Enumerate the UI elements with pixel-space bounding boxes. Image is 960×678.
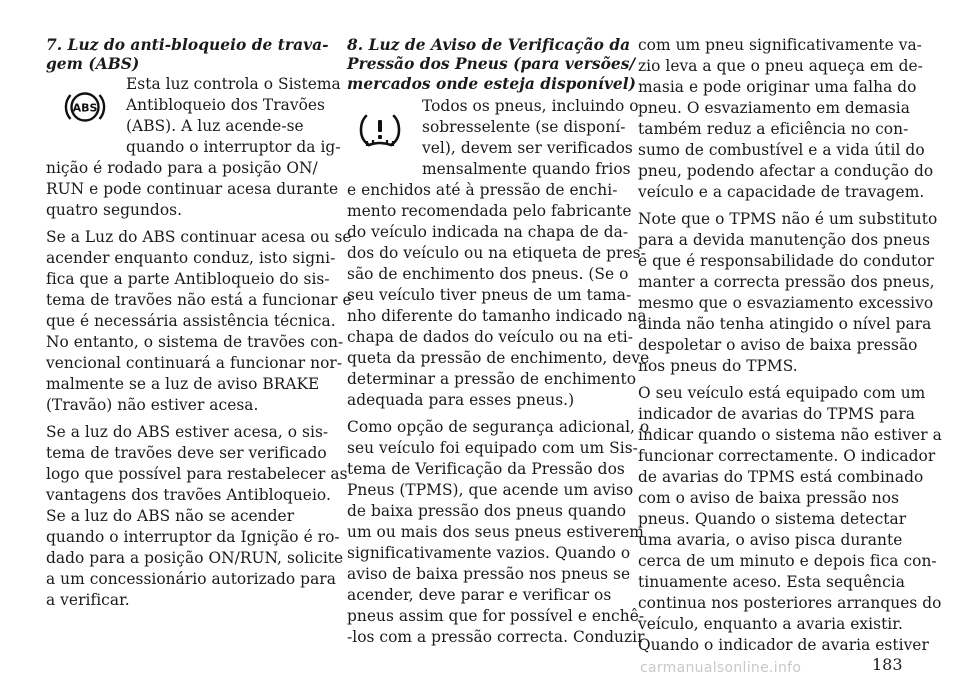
tire-pressure-warning-icon (357, 113, 403, 149)
paragraph-line: seu veículo tiver pneus de um tama- (347, 286, 632, 304)
paragraph-line: vel), devem ser verificados (422, 139, 633, 157)
paragraph-line: Antibloqueio dos Travões (126, 96, 326, 114)
paragraph-line: Todos os pneus, incluindo o (422, 97, 639, 115)
paragraph-line: tema de travões não está a funcionar e (46, 291, 352, 309)
paragraph-line: Pneus (TPMS), que acende um aviso (347, 481, 634, 499)
section-8-heading-line-3: mercados onde esteja disponível) (347, 75, 637, 93)
abs-icon-text: ABS (72, 101, 98, 115)
paragraph-line: pneu, podendo afectar a condução do (638, 162, 934, 180)
paragraph-line: sumo de combustível e a vida útil do (638, 141, 925, 159)
paragraph-line: Se a luz do ABS não se acender (46, 507, 295, 525)
paragraph-line: nição é rodado para a posição ON/ (46, 159, 318, 177)
paragraph-line: masia e pode originar uma falha do (638, 78, 917, 96)
paragraph-line: O seu veículo está equipado com um (638, 384, 926, 402)
paragraph-line: quando o interruptor da Ignição é ro- (46, 528, 340, 546)
paragraph-line: Note que o TPMS não é um substituto (638, 210, 938, 228)
paragraph-line: pneu. O esvaziamento em demasia (638, 99, 910, 117)
paragraph-line: de baixa pressão dos pneus quando (347, 502, 627, 520)
page-number: 183 (872, 655, 903, 674)
paragraph-line: continua nos posteriores arranques do (638, 594, 942, 612)
paragraph-line: de avarias do TPMS está combinado (638, 468, 924, 486)
paragraph-line: veículo e a capacidade de travagem. (638, 183, 925, 201)
paragraph-line: logo que possível para restabelecer as (46, 465, 348, 483)
paragraph-line: mento recomendada pelo fabricante (347, 202, 632, 220)
paragraph-line: tinuamente aceso. Esta sequência (638, 573, 905, 591)
paragraph-line: aviso de baixa pressão nos pneus se (347, 565, 631, 583)
paragraph-line: nos pneus do TPMS. (638, 357, 798, 375)
section-8-heading-line-1: 8. Luz de Aviso de Verificação da (347, 36, 631, 54)
paragraph-line: seu veículo foi equipado com um Sis- (347, 439, 638, 457)
paragraph-line: quando o interruptor da ig- (126, 138, 341, 156)
paragraph-line: um ou mais dos seus pneus estiverem (347, 523, 644, 541)
paragraph-line: a um concessionário autorizado para (46, 570, 336, 588)
paragraph-line: adequada para esses pneus.) (347, 391, 575, 409)
abs-warning-icon (63, 89, 107, 125)
paragraph-line: para a devida manutenção dos pneus (638, 231, 931, 249)
paragraph-line: -los com a pressão correcta. Conduzir (347, 628, 645, 646)
paragraph-line: cerca de um minuto e depois fica con- (638, 552, 937, 570)
section-7-heading-line-1: 7. Luz do anti-bloqueio de trava- (46, 36, 329, 54)
paragraph-line: (Travão) não estiver acesa. (46, 396, 259, 414)
paragraph-line: pneus assim que for possível e enchê- (347, 607, 645, 625)
paragraph-line: significativamente vazios. Quando o (347, 544, 631, 562)
paragraph-line: pneus. Quando o sistema detectar (638, 510, 907, 528)
paragraph-line: Se a luz do ABS estiver acesa, o sis- (46, 423, 329, 441)
paragraph-line: ainda não tenha atingido o nível para (638, 315, 932, 333)
paragraph-line: malmente se a luz de aviso BRAKE (46, 375, 320, 393)
paragraph-line: No entanto, o sistema de travões con- (46, 333, 344, 351)
paragraph-line: Esta luz controla o Sistema (126, 75, 341, 93)
paragraph-line: acender, deve parar e verificar os (347, 586, 612, 604)
paragraph-line: queta da pressão de enchimento, deve (347, 349, 650, 367)
paragraph-line: quatro segundos. (46, 201, 183, 219)
paragraph-line: sobresselente (se disponí- (422, 118, 626, 136)
paragraph-line: chapa de dados do veículo ou na eti- (347, 328, 634, 346)
paragraph-line: zio leva a que o pneu aqueça em de- (638, 57, 923, 75)
paragraph-line: mesmo que o esvaziamento excessivo (638, 294, 934, 312)
section-7-heading-line-2: gem (ABS) (46, 55, 140, 73)
paragraph-line: uma avaria, o aviso pisca durante (638, 531, 903, 549)
paragraph-line: que é necessária assistência técnica. (46, 312, 336, 330)
paragraph-line: nho diferente do tamanho indicado na (347, 307, 647, 325)
paragraph-line: Quando o indicador de avaria estiver (638, 636, 929, 654)
watermark: carmanualsonline.info (640, 660, 802, 676)
paragraph-line: e que é responsabilidade do condutor (638, 252, 934, 270)
paragraph-line: funcionar correctamente. O indicador (638, 447, 936, 465)
paragraph-line: Se a Luz do ABS continuar acesa ou se (46, 228, 352, 246)
paragraph-line: determinar a pressão de enchimento (347, 370, 637, 388)
paragraph-line: despoletar o aviso de baixa pressão (638, 336, 918, 354)
paragraph-line: manter a correcta pressão dos pneus, (638, 273, 935, 291)
paragraph-line: dos do veículo ou na etiqueta de pres- (347, 244, 646, 262)
paragraph-line: também reduz a eficiência no con- (638, 120, 909, 138)
paragraph-line: a verificar. (46, 591, 130, 609)
paragraph-line: são de enchimento dos pneus. (Se o (347, 265, 629, 283)
paragraph-line: veículo, enquanto a avaria existir. (638, 615, 903, 633)
paragraph-line: fica que a parte Antibloqueio do sis- (46, 270, 330, 288)
section-8-heading-line-2: Pressão dos Pneus (para versões/ (347, 55, 636, 73)
paragraph-line: RUN e pode continuar acesa durante (46, 180, 339, 198)
paragraph-line: mensalmente quando frios (422, 160, 631, 178)
paragraph-line: tema de Verificação da Pressão dos (347, 460, 625, 478)
paragraph-line: indicador de avarias do TPMS para (638, 405, 915, 423)
paragraph-line: do veículo indicada na chapa de da- (347, 223, 629, 241)
paragraph-line: com o aviso de baixa pressão nos (638, 489, 900, 507)
paragraph-line: indicar quando o sistema não estiver a (638, 426, 942, 444)
paragraph-line: vencional continuará a funcionar nor- (46, 354, 343, 372)
paragraph-line: tema de travões deve ser verificado (46, 444, 327, 462)
paragraph-line: e enchidos até à pressão de enchi- (347, 181, 618, 199)
paragraph-line: com um pneu significativamente va- (638, 36, 922, 54)
paragraph-line: dado para a posição ON/RUN, solicite (46, 549, 344, 567)
paragraph-line: Como opção de segurança adicional, o (347, 418, 650, 436)
paragraph-line: acender enquanto conduz, isto signi- (46, 249, 336, 267)
paragraph-line: vantagens dos travões Antibloqueio. (46, 486, 331, 504)
paragraph-line: (ABS). A luz acende-se (126, 117, 304, 135)
